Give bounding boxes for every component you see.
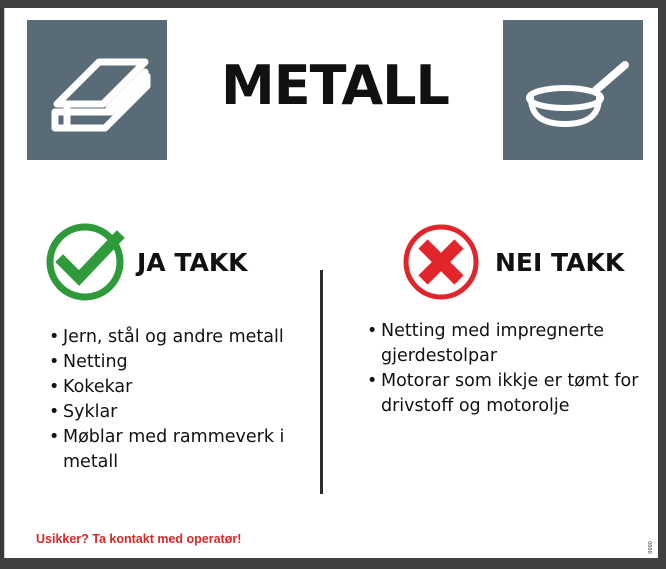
accepted-heading: JA TAKK — [137, 248, 248, 277]
contact-operator-note: Usikker? Ta kontakt med operatør! — [36, 532, 242, 546]
steel-beam-icon-box — [27, 20, 167, 160]
list-item: • Syklar — [49, 400, 311, 425]
viewer-frame-top — [0, 0, 666, 8]
list-item: • Kokekar — [49, 375, 311, 400]
green-checkmark-icon — [43, 220, 127, 304]
red-cross-icon — [399, 220, 483, 304]
frying-pan-icon-box — [503, 20, 643, 160]
page-title: METALL — [221, 54, 449, 117]
accepted-list — [49, 325, 311, 475]
list-item: • Netting — [49, 350, 311, 375]
list-item: • Jern, stål og andre metall — [49, 325, 311, 350]
rejected-list — [367, 319, 653, 419]
column-divider — [320, 270, 323, 494]
list-item: • Netting med impregnerte gjerdestolpar — [367, 319, 653, 369]
rejected-heading: NEI TAKK — [495, 248, 625, 277]
version-mark: 0000 — [648, 541, 654, 554]
list-item: • Motorar som ikkje er tømt for drivstoff og motorolje — [367, 369, 653, 419]
sorting-sign — [4, 8, 658, 558]
viewer-frame-bottom — [0, 558, 666, 569]
steel-beam-icon — [27, 20, 167, 160]
frying-pan-icon — [503, 20, 643, 160]
list-item: • Møblar med rammeverk i metall — [49, 425, 311, 475]
viewer-frame-right — [658, 0, 666, 569]
